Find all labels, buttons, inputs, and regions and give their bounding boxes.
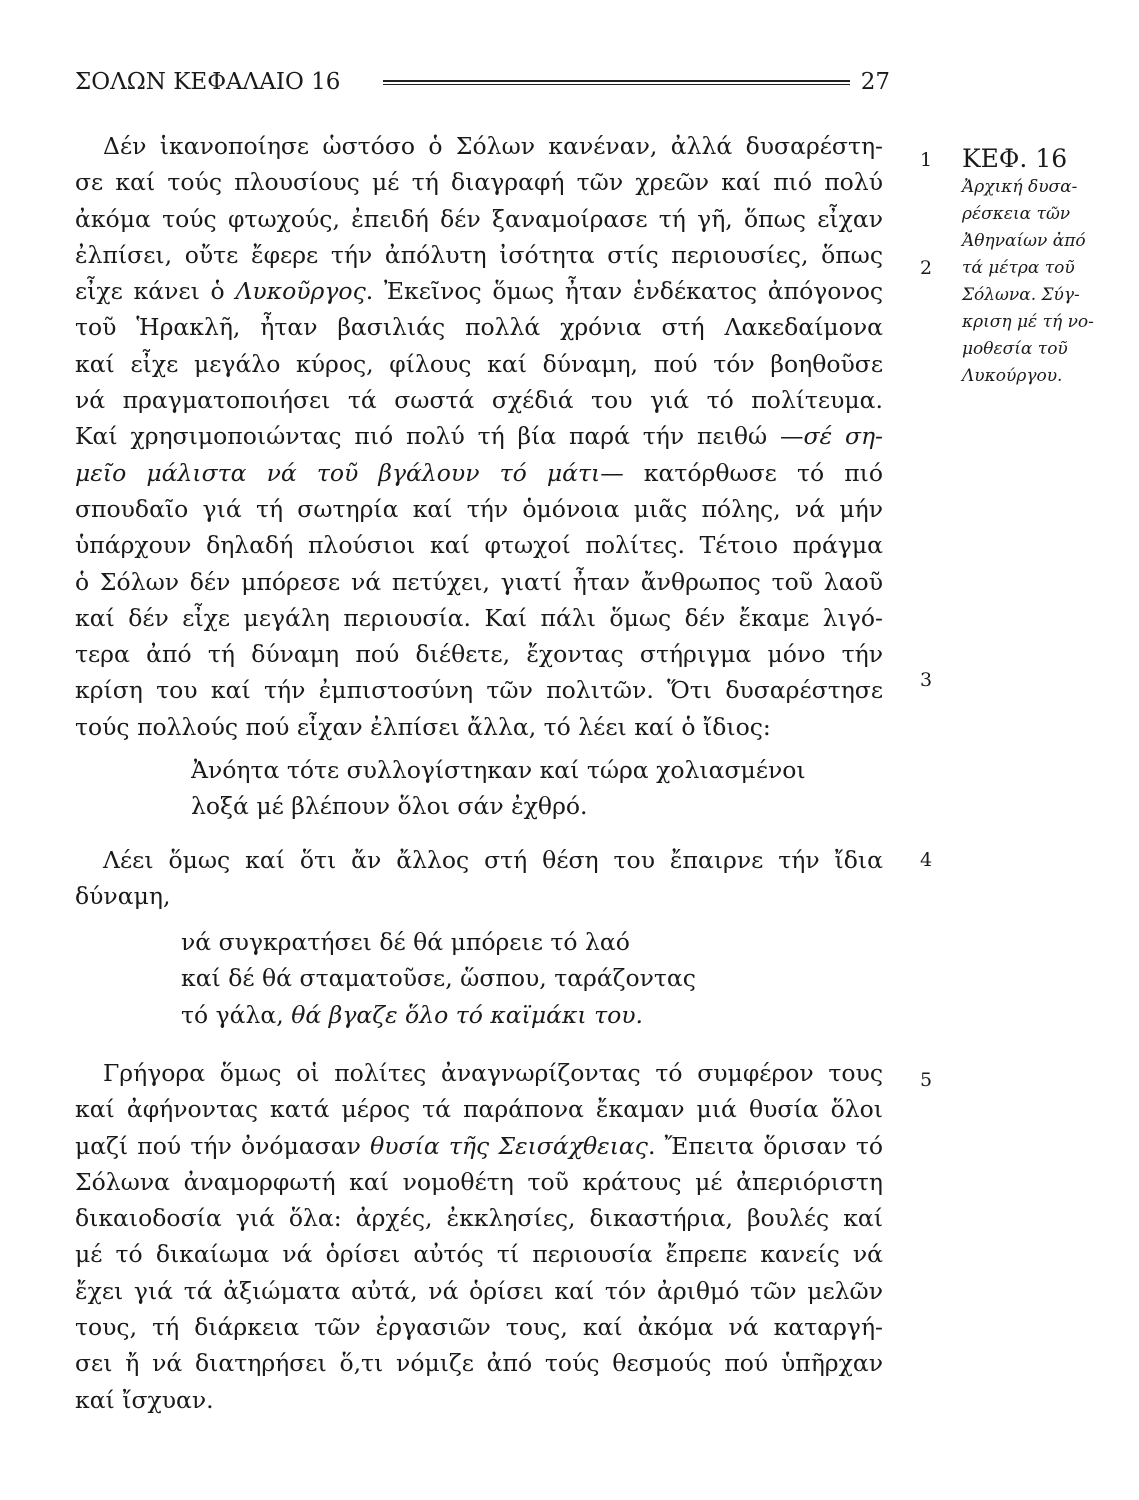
text-line: τους, τή διάρκεια τῶν ἐργασιῶν τους, καί ἀκόμα νά καταργή- (75, 1313, 883, 1342)
text-line: Δέν ἱκανοποίησε ὡστόσο ὁ Σόλων κανέναν, ἀλλά δυσαρέστη- (103, 132, 883, 160)
text-line: τοῦ Ἡρακλῆ, ἦταν βασιλιάς πολλά χρόνια στή Λακεδαίμονα (75, 313, 883, 342)
side-note-line: Ἀρχική δυσα- (962, 177, 1078, 197)
text-line: μεῖο μάλιστα νά τοῦ βγάλουν τό μάτι— κατόρθωσε τό πιό (75, 458, 883, 487)
text-line: δύναμη, (75, 882, 171, 911)
text-line: καί ἴσχυαν. (75, 1385, 214, 1414)
side-note-line: Ἀθηναίων ἀπό (962, 231, 1086, 251)
text-line: μαζί πού τήν ὀνόμασαν θυσία τῆς Σεισάχθειας. Ἔπειτα ὅρισαν τό (75, 1131, 883, 1160)
text-line: Γρήγορα ὅμως οἱ πολίτες ἀναγνωρίζοντας τό συμφέρον τους (103, 1059, 883, 1087)
margin-number: 1 (920, 149, 933, 171)
text-line: Λέει ὅμως καί ὅτι ἄν ἄλλος στή θέση του ἔπαιρνε τήν ἴδια (103, 846, 883, 874)
text-line: ἐλπίσει, οὔτε ἔφερε τήν ἀπόλυτη ἰσότητα στίς περιουσίες, ὅπως (75, 240, 883, 269)
margin-number: 5 (920, 1069, 933, 1091)
italic-phrase: μεῖο μάλιστα νά τοῦ βγάλουν τό μάτι (75, 458, 601, 487)
side-note-line: κριση μέ τή νο- (962, 312, 1094, 332)
paragraph-3 (75, 1055, 883, 1418)
verse-quote-1 (75, 752, 883, 825)
header-rule (383, 80, 850, 85)
side-note-line: μοθεσία τοῦ (962, 339, 1068, 359)
side-note-line: ρέσκεια τῶν (962, 204, 1071, 224)
page-number: 27 (860, 69, 890, 95)
side-note-line: Σόλωνα. Σύγ- (962, 285, 1080, 305)
text-line: καί δέν εἶχε μεγάλη περιουσία. Καί πάλι ὅμως δέν ἔκαμε λιγό- (75, 603, 883, 632)
paragraph-1 (75, 128, 883, 745)
verse-line: νά συγκρατήσει δέ θά μπόρειε τό λαό (181, 928, 630, 956)
text-line: Σόλωνα ἀναμορφωτή καί νομοθέτη τοῦ κράτους μέ ἀπεριόριστη (75, 1167, 883, 1196)
text-line: τούς πολλούς πού εἶχαν ἐλπίσει ἄλλα, τό λέει καί ὁ ἴδιος: (75, 712, 771, 741)
italic-phrase: θά βγαζε ὅλο τό καϊμάκι του. (291, 1000, 643, 1029)
text-line: ἔχει γιά τά ἀξιώματα αὐτά, νά ὁρίσει καί τόν ἀριθμό τῶν μελῶν (75, 1276, 883, 1305)
text-line: μέ τό δικαίωμα νά ὁρίσει αὐτός τί περιουσία ἔπρεπε κανείς νά (75, 1240, 883, 1269)
side-note-line: Λυκούργου. (962, 366, 1063, 386)
text-line: νά πραγματοποιήσει τά σωστά σχέδιά του γιά τό πολίτευμα. (75, 386, 883, 415)
text-line: ἀκόμα τούς φτωχούς, ἐπειδή δέν ξαναμοίρασε τή γῆ, ὅπως εἶχαν (75, 204, 883, 233)
verse-line: λοξά μέ βλέπουν ὅλοι σάν ἐχθρό. (191, 792, 588, 821)
text-line: καί ἀφήνοντας κατά μέρος τά παράπονα ἔκαμαν μιά θυσία ὅλοι (75, 1095, 883, 1124)
text-line: Καί χρησιμοποιώντας πιό πολύ τή βία παρά τήν πειθώ —σέ ση- (75, 422, 883, 451)
paragraph-2 (75, 842, 883, 915)
text-line: ὁ Σόλων δέν μπόρεσε νά πετύχει, γιατί ἦταν ἄνθρωπος τοῦ λαοῦ (75, 567, 883, 596)
side-note-heading: ΚΕΦ. 16 (962, 144, 1068, 173)
text-line: ὑπάρχουν δηλαδή πλούσιοι καί φτωχοί πολίτες. Τέτοιο πράγμα (75, 531, 883, 560)
text-line: δικαιοδοσία γιά ὅλα: ἀρχές, ἐκκλησίες, δικαστήρια, βουλές καί (75, 1204, 883, 1233)
italic-name: Λυκοῦργος (235, 277, 366, 306)
text-line: κρίση του καί τήν ἐμπιστοσύνη τῶν πολιτῶν. Ὅτι δυσαρέστησε (75, 676, 883, 705)
text-line: σει ἤ νά διατηρήσει ὅ,τι νόμιζε ἀπό τούς θεσμούς πού ὑπῆρχαν (75, 1349, 883, 1378)
margin-number: 3 (920, 669, 933, 691)
running-header (75, 64, 890, 100)
margin-number: 2 (920, 257, 933, 279)
verse-line: Ἀνόητα τότε συλλογίστηκαν καί τώρα χολιασμένοι (191, 756, 806, 784)
text-line: τερα ἀπό τή δύναμη πού διέθετε, ἔχοντας στήριγμα μόνο τήν (75, 640, 883, 669)
verse-line: καί δέ θά σταματοῦσε, ὥσπου, ταράζοντας (181, 964, 696, 993)
text-line: σπουδαῖο γιά τή σωτηρία καί τήν ὁμόνοια μιᾶς πόλης, νά μήν (75, 494, 883, 523)
margin-number: 4 (920, 849, 933, 871)
verse-quote-2 (75, 924, 883, 1033)
text-line: σε καί τούς πλουσίους μέ τή διαγραφή τῶν χρεῶν καί πιό πολύ (75, 168, 883, 197)
side-note (962, 144, 1127, 390)
text-line: εἶχε κάνει ὁ Λυκοῦργος. Ἐκεῖνος ὅμως ἦταν ἑνδέκατος ἀπόγονος (75, 277, 883, 306)
header-title: ΣΟΛΩΝ ΚΕΦΑΛΑΙΟ 16 (75, 69, 341, 95)
italic-phrase: σέ ση- (803, 422, 883, 451)
text-line: καί εἶχε μεγάλο κύρος, φίλους καί δύναμη, πού τόν βοηθοῦσε (75, 349, 883, 378)
verse-line: τό γάλα, θά βγαζε ὅλο τό καϊμάκι του. (181, 1000, 643, 1029)
italic-phrase: θυσία τῆς Σεισάχθειας (370, 1131, 648, 1160)
side-note-line: τά μέτρα τοῦ (962, 258, 1075, 278)
